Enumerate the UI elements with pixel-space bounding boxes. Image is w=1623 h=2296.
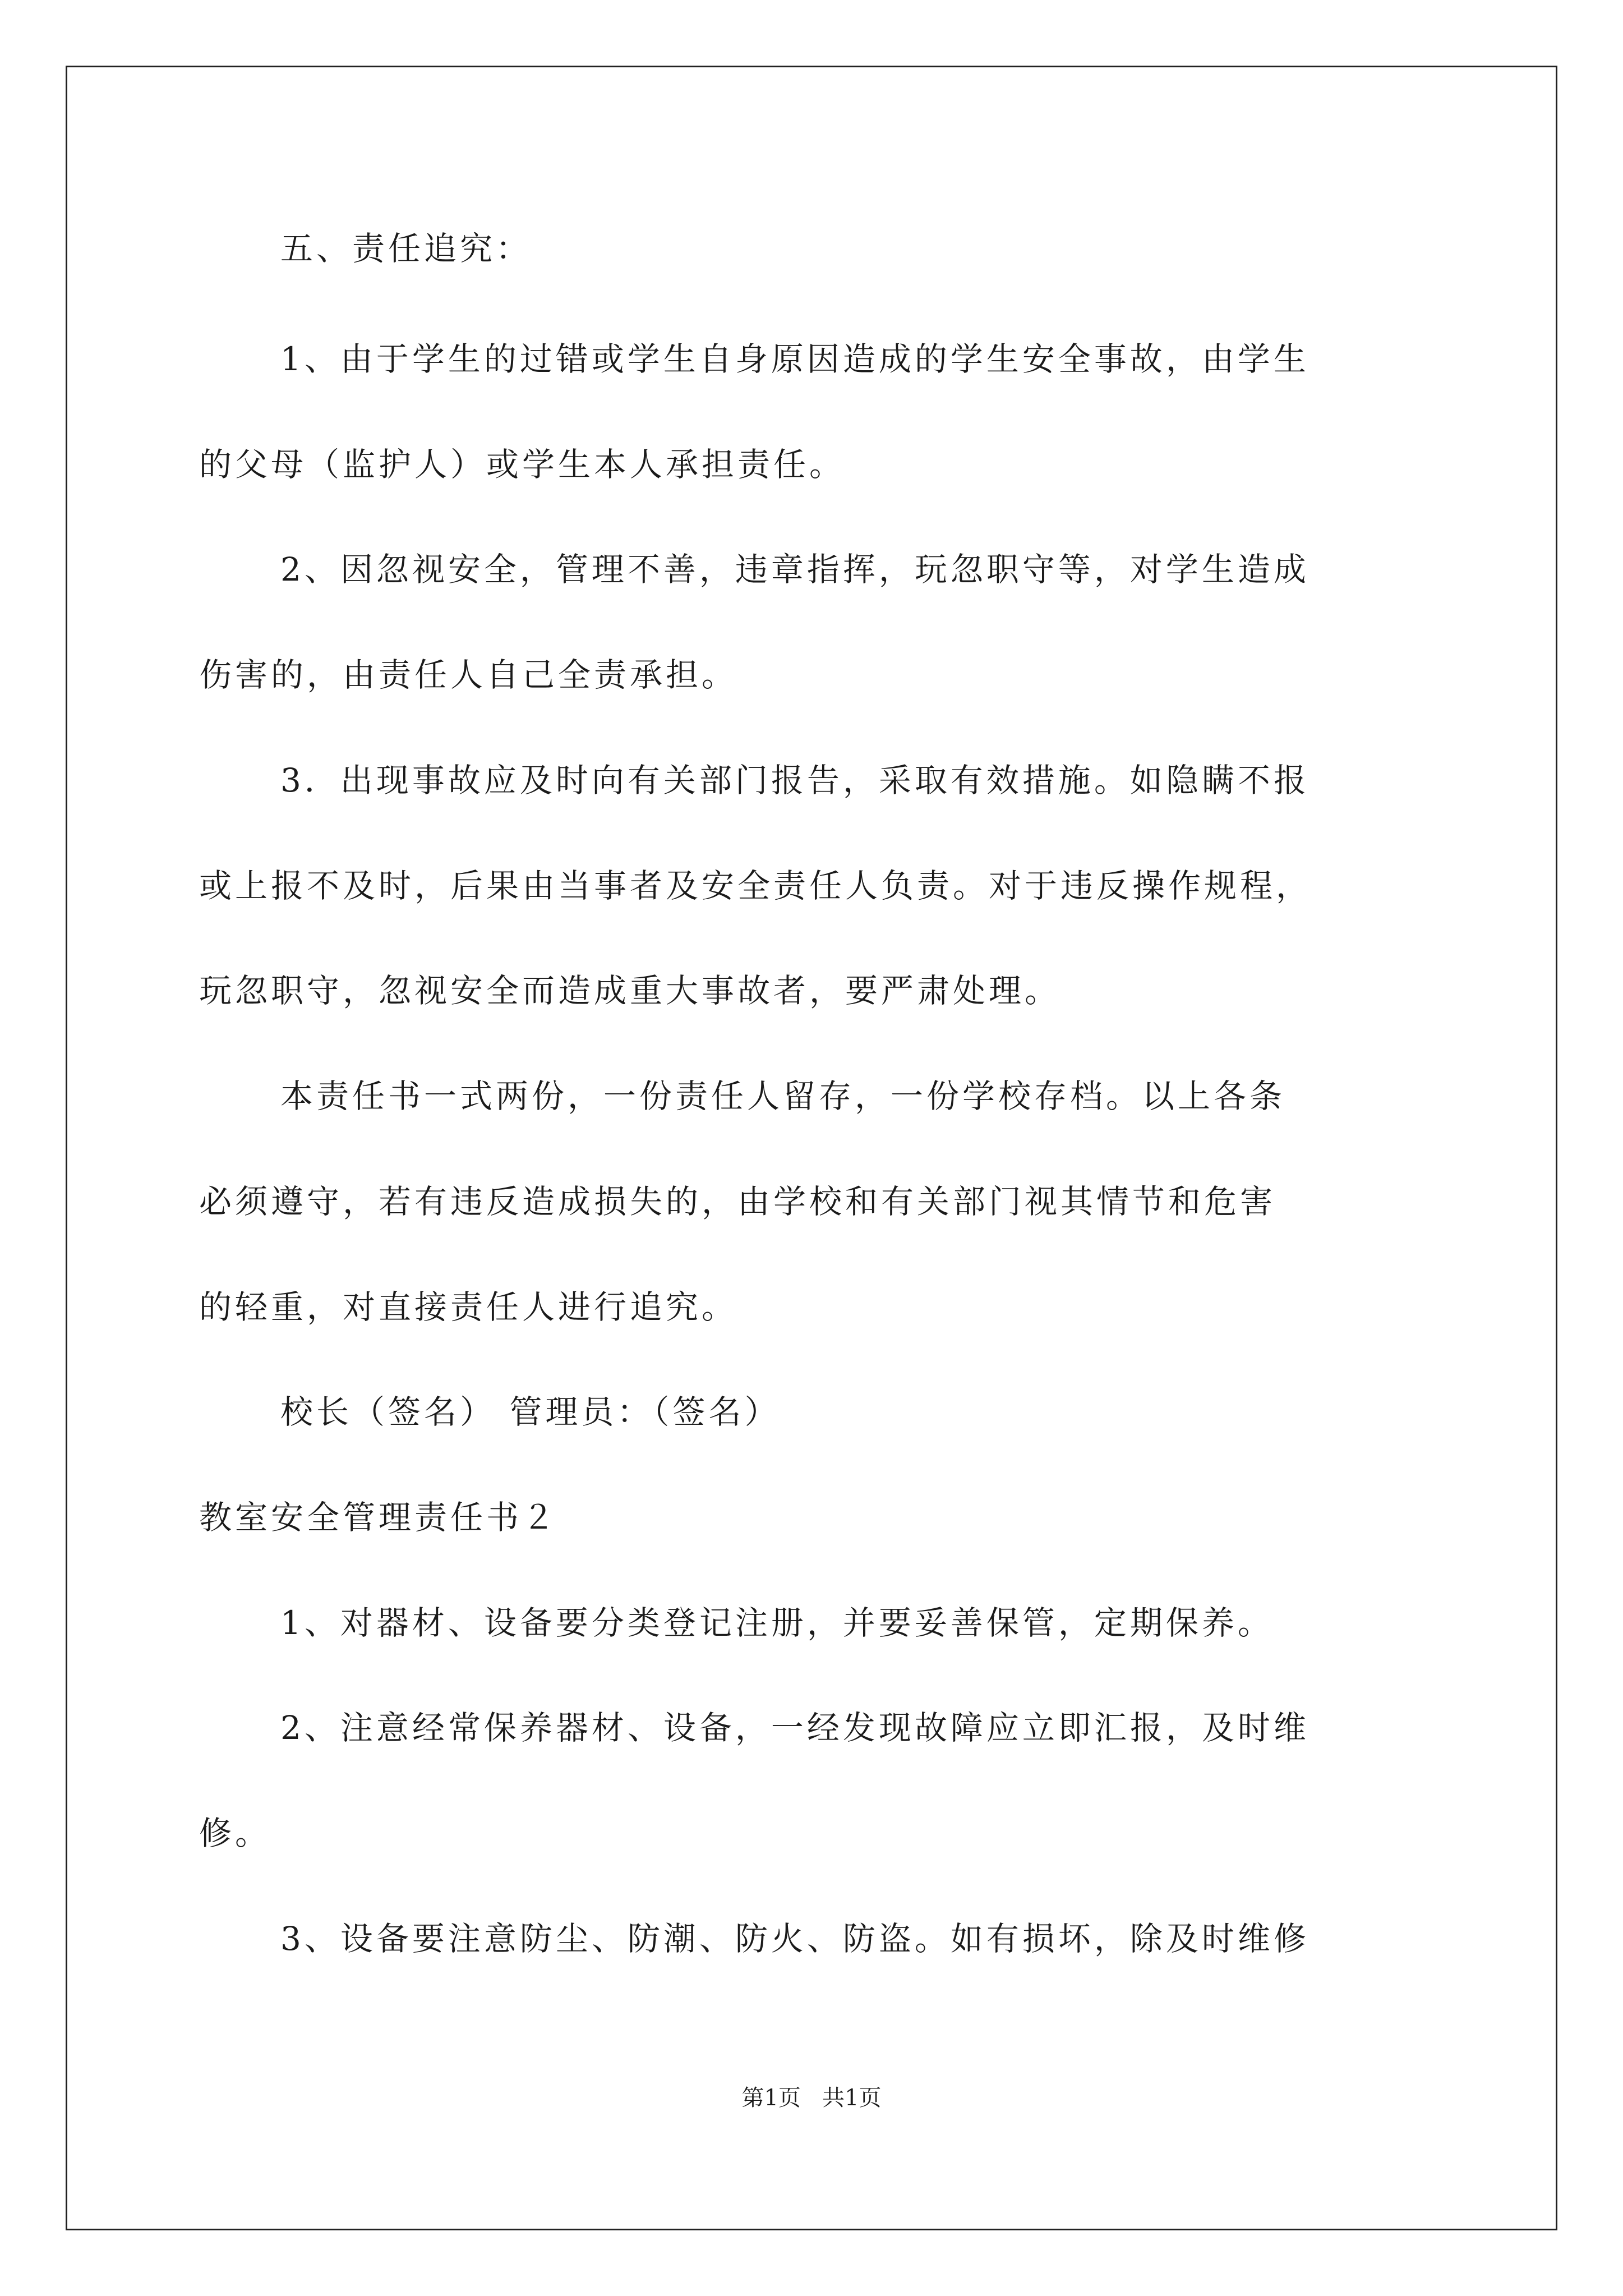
paragraph-line: 2、因忽视安全，管理不善，违章指挥，玩忽职守等，对学生造成 (280, 550, 1310, 588)
signature-line: 校长（签名） 管理员：（签名） (280, 1393, 781, 1431)
paragraph-line: 必须遵守，若有违反造成损失的，由学校和有关部门视其情节和危害 (199, 1182, 1276, 1221)
paragraph-line: 修。 (199, 1814, 271, 1852)
paragraph-line: 或上报不及时，后果由当事者及安全责任人负责。对于违反操作规程， (199, 867, 1312, 905)
paragraph-line: 玩忽职守，忽视安全而造成重大事故者，要严肃处理。 (199, 972, 1061, 1010)
paragraph-line: 的父母（监护人）或学生本人承担责任。 (199, 445, 846, 484)
document-title-2: 教室安全管理责任书２ (199, 1498, 559, 1536)
paragraph-line: 伤害的，由责任人自己全责承担。 (199, 656, 738, 694)
paragraph-line: 本责任书一式两份，一份责任人留存，一份学校存档。以上各条 (280, 1077, 1286, 1115)
paragraph-line: 1、由于学生的过错或学生自身原因造成的学生安全事故，由学生 (280, 340, 1310, 378)
paragraph-line: 3、设备要注意防尘、防潮、防火、防盗。如有损坏，除及时维修 (280, 1920, 1310, 1958)
paragraph-line: 的轻重，对直接责任人进行追究。 (199, 1288, 738, 1326)
page-border (66, 66, 1557, 2230)
paragraph-line: 2、注意经常保养器材、设备，一经发现故障应立即汇报，及时维 (280, 1709, 1310, 1747)
paragraph-line: 1、对器材、设备要分类登记注册，并要妥善保管，定期保养。 (280, 1604, 1274, 1642)
section-heading: 五、责任追究： (280, 229, 532, 268)
page-number-footer: 第1页 共1页 (741, 2085, 882, 2111)
paragraph-line: 3．出现事故应及时向有关部门报告，采取有效措施。如隐瞒不报 (280, 761, 1310, 799)
